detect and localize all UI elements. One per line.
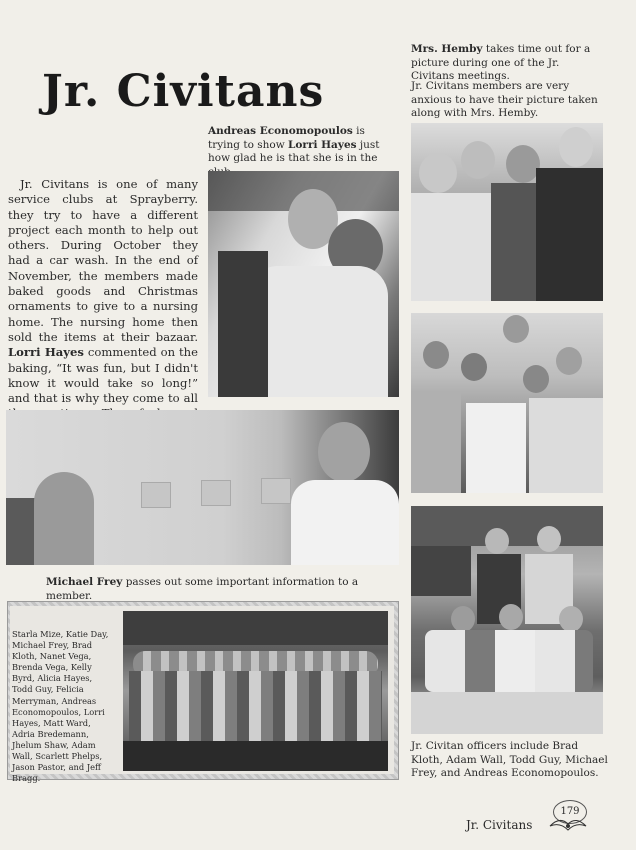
photo-poster [201, 480, 231, 506]
caption-hemby [411, 43, 603, 84]
photo-figure-head [559, 606, 583, 632]
photo-hug [208, 171, 399, 397]
caption-frey-end: passes out some important information to a member. [46, 576, 359, 602]
caption-hug-name1: Andreas Economopoulos [208, 125, 353, 137]
photo-figure-head [503, 315, 529, 343]
photo-figure-body [491, 183, 536, 301]
photo-figure-head [556, 347, 582, 375]
photo-figure-head [499, 604, 523, 630]
caption-frey-name: Michael Frey [46, 576, 123, 588]
page-title: Jr. Civitans [42, 66, 325, 117]
group-caption: Starla Mize, Katie Day, Michael Frey, Brad Kloth, Nanet Vega, Brenda Vega, Kelly Byrd, Alicia Hayes, Todd Guy, Felicia Merryman, Andreas Economopoulos, Lorri Hayes, Matt Ward, Adria Bredemann, Jhelum Shaw, Adam Wall, Scarlett Phelps, Jason Pastor, and Jeff Bragg. [12, 629, 109, 784]
caption-hemby-name: Mrs. Hemby [411, 43, 483, 55]
photo-figure-head [523, 365, 549, 393]
photo-poster [141, 482, 171, 508]
photo-ground [411, 692, 603, 734]
photo-steps [123, 741, 388, 771]
photo-figure-body [34, 472, 94, 565]
body-name-lorri: Lorri Hayes [8, 345, 84, 360]
caption-hug-mid: is trying to show [208, 125, 365, 151]
photo-figure-body [291, 480, 399, 565]
photo-figure-body [411, 393, 461, 493]
photo-figure-body [529, 398, 603, 493]
photo-figure-head [485, 528, 509, 554]
caption-members: Jr. Civitans members are very anxious to have their picture taken along with Mrs. Hemby. [411, 80, 598, 119]
photo-officers [411, 506, 603, 734]
caption-hug-end: just how glad he is that she is in the [208, 138, 380, 164]
photo-figure-body [411, 193, 491, 301]
photo-figure-body [218, 251, 268, 397]
photo-trees [123, 611, 388, 645]
photo-figure-head [461, 353, 487, 381]
photo-hemby [411, 123, 603, 301]
photo-figure-head [506, 145, 540, 183]
photo-frey [6, 410, 399, 565]
footer-label: Jr. Civitans [466, 818, 533, 832]
photo-poster [261, 478, 291, 504]
photo-members [411, 313, 603, 493]
page-number: 179 [553, 800, 587, 824]
photo-building [411, 546, 471, 596]
caption-officers: Jr. Civitan officers include Brad Kloth, Adam Wall, Todd Guy, Michael Frey, and Andreas Economopoulos. [411, 740, 608, 779]
body-text-start: Jr. Civitans is one of many service clubs at Sprayberry. they try to have a different project each month to help out others. During October they had a car wash. In the end of November, the members made baked goods and Christmas ornaments to give to a nursing home. The nursing home then sold the items at their bazaar. [8, 177, 198, 344]
photo-group [123, 611, 388, 771]
photo-figure-body [425, 630, 593, 692]
photo-figure-head [461, 141, 495, 179]
photo-figure-head [537, 526, 561, 552]
photo-figure-body [466, 403, 526, 493]
photo-figure-head [451, 606, 475, 632]
photo-figure-head [318, 422, 370, 482]
caption-hug-name2: Lorri Hayes [288, 138, 357, 151]
photo-figure-body [248, 266, 388, 397]
photo-figure-body [536, 168, 603, 301]
photo-bodies-row [129, 671, 382, 741]
photo-figure-head [423, 341, 449, 369]
body-text-end: commented on the baking, “It was fun, but I didn't know it would take so long!” and that is why they come to all [8, 345, 198, 406]
photo-figure-head [419, 153, 457, 193]
photo-figure-head [559, 127, 593, 167]
caption-frey [46, 576, 386, 603]
caption-hemby-end: takes time out for a picture during one of the Jr. Civitans meetings. [411, 43, 591, 82]
civitan-logo-icon [548, 812, 588, 836]
